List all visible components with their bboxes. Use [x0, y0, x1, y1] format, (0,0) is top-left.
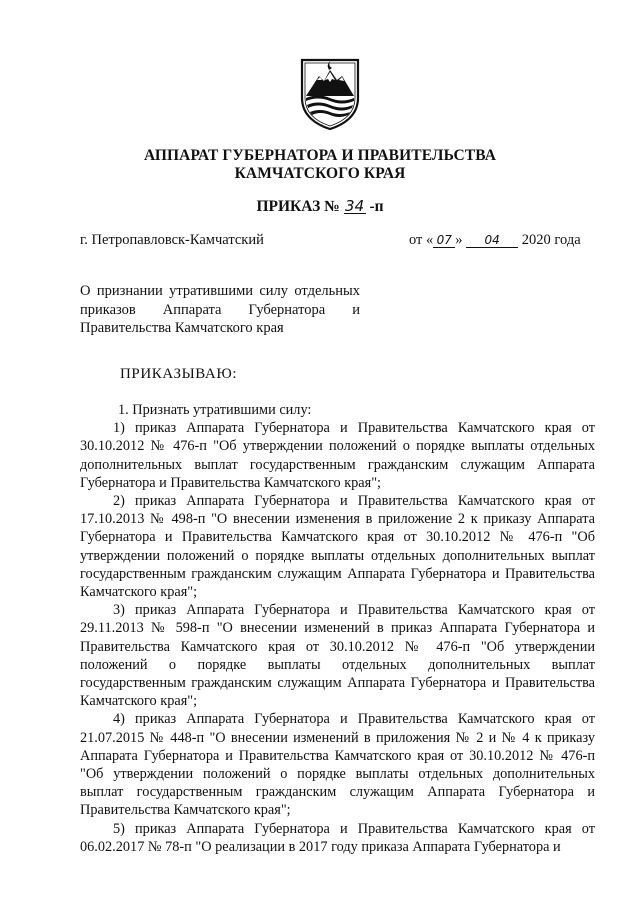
date-suffix: 2020 года — [521, 232, 581, 248]
body-paragraph: 4) приказ Аппарата Губернатора и Правительства Камчатского края от 21.07.2015 № 448-п "О внесении изменений в приложения № 2 и № 4 к приказу Аппарата Губернатора и Правительства Камчатского края от 30.10.2012 № 476-п "Об утверждении положений о порядке выплаты отдельных дополнительных выплат государственным гражданским служащим Аппарата Губернатора и Правительства Камчатского края"; — [80, 711, 595, 819]
document-date — [409, 232, 581, 249]
body-paragraph: 1. Признать утратившими силу: — [118, 402, 312, 418]
body-paragraph: 3) приказ Аппарата Губернатора и Правительства Камчатского края от 29.11.2013 № 598-п "О внесении изменений в приказ Аппарата Губернатора и Правительства Камчатского края от 30.10.2012 № 476-п "Об утверждении положений о порядке выплаты отдельных дополнительных выплат государственным гражданским служащим Аппарата Губернатора и Правительства Камчатского края"; — [80, 602, 595, 710]
subject-line: О признании утратившими силу отдельных — [80, 283, 360, 299]
order-word: ПРИКАЗЫВАЮ: — [120, 366, 238, 382]
date-mid: » — [455, 232, 463, 248]
date-day: 07 — [433, 234, 455, 248]
document-title — [0, 198, 640, 216]
organization-name-line2: КАМЧАТСКОГО КРАЯ — [234, 165, 406, 182]
kamchatka-emblem-icon — [299, 58, 361, 130]
subject-line: Правительства Камчатского края — [80, 320, 284, 336]
body-paragraph: 5) приказ Аппарата Губернатора и Правительства Камчатского края от 06.02.2017 № 78-п "О реализации в 2017 году приказа Аппарата Губернатора и — [80, 820, 595, 855]
order-suffix: -п — [369, 198, 384, 215]
order-number: 34 — [345, 197, 365, 215]
order-prefix: ПРИКАЗ № — [256, 198, 340, 215]
document-subject — [80, 282, 360, 338]
city: г. Петропавловск-Камчатский — [80, 232, 264, 248]
body-paragraph: 2) приказ Аппарата Губернатора и Правительства Камчатского края от 17.10.2013 № 498-п "О внесении изменения в приложение 2 к приказу Аппарата Губернатора и Правительства Камчатского края от 30.10.2012 № 476-п "Об утверждении положений о порядке выплаты отдельных дополнительных выплат государственным гражданским служащим Аппарата Губернатора и Правительства Камчатского края"; — [80, 493, 595, 601]
organization-name-line1: АППАРАТ ГУБЕРНАТОРА И ПРАВИТЕЛЬСТВА — [143, 147, 497, 164]
subject-line: приказов Аппарата Губернатора и — [80, 301, 360, 318]
date-month: 04 — [466, 234, 518, 248]
body-paragraph: 1) приказ Аппарата Губернатора и Правительства Камчатского края от 30.10.2012 № 476-п "Об утверждении положений о порядке выплаты отдельных дополнительных выплат государственным гражданским служащим Аппарата Губернатора и Правительства Камчатского края"; — [80, 420, 595, 491]
document-body — [80, 401, 595, 856]
date-prefix: от « — [409, 232, 434, 248]
